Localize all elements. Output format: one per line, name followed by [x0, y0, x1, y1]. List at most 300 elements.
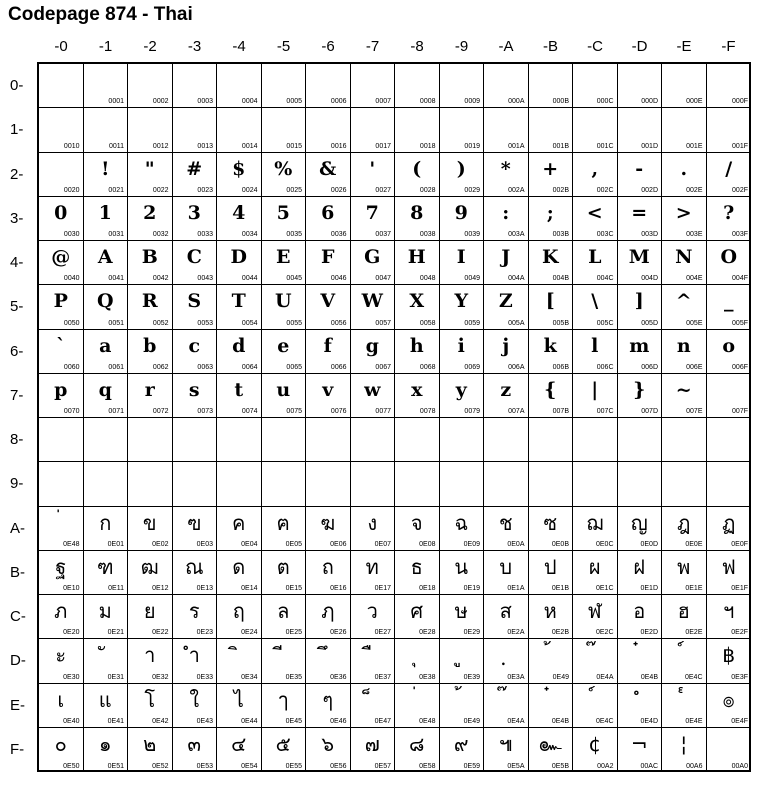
- char-glyph: ฬ: [587, 599, 602, 623]
- char-cell: [306, 462, 351, 506]
- row-header: B-: [10, 563, 25, 581]
- char-glyph: ฑ: [96, 554, 114, 579]
- unicode-code: 0E25: [285, 629, 302, 637]
- unicode-code: 0E15: [285, 585, 302, 592]
- unicode-code: 0E2B: [551, 629, 569, 637]
- char-cell: [84, 374, 129, 418]
- char-cell: [262, 551, 307, 595]
- char-glyph: ๐: [54, 731, 67, 756]
- char-glyph: P: [53, 290, 68, 313]
- unicode-code: 0077: [375, 408, 391, 415]
- unicode-code: 0E42: [152, 717, 169, 725]
- unicode-code: 0E43: [196, 717, 213, 725]
- char-cell: [573, 374, 618, 418]
- char-cell: [618, 330, 663, 374]
- unicode-code: 002B: [552, 186, 569, 194]
- unicode-code: 0011: [108, 142, 124, 150]
- char-cell: [707, 108, 752, 152]
- char-cell: [39, 64, 84, 108]
- unicode-code: 006E: [686, 363, 703, 371]
- char-cell: [84, 639, 129, 683]
- char-cell: [351, 197, 396, 241]
- column-header: -2: [143, 38, 157, 55]
- char-glyph: ฮ: [677, 599, 690, 623]
- char-cell: [573, 507, 618, 551]
- char-glyph: @: [51, 246, 71, 268]
- char-glyph: r: [144, 378, 155, 401]
- char-cell: [484, 507, 529, 551]
- unicode-code: 0E2C: [595, 629, 614, 637]
- char-cell: [395, 595, 440, 639]
- char-cell: [529, 507, 574, 551]
- unicode-code: 0E46: [330, 717, 347, 725]
- char-cell: [395, 639, 440, 683]
- char-cell: [618, 684, 663, 728]
- char-glyph: [351, 641, 395, 669]
- unicode-code: 0E16: [330, 585, 347, 592]
- char-cell: [173, 374, 218, 418]
- char-cell: [39, 418, 84, 462]
- unicode-code: 0E4E: [685, 717, 703, 725]
- unicode-code: 007B: [552, 408, 569, 415]
- char-glyph: `: [56, 334, 66, 357]
- unicode-code: 004C: [596, 275, 614, 283]
- unicode-code: 0037: [375, 231, 391, 238]
- unicode-code: 0026: [330, 186, 347, 194]
- char-cell: [484, 108, 529, 152]
- unicode-code: 005F: [732, 319, 748, 327]
- unicode-code: 002A: [508, 186, 525, 194]
- char-cell: [173, 285, 218, 329]
- char-glyph: ล: [277, 599, 290, 623]
- unicode-code: 006F: [732, 363, 748, 371]
- unicode-code: 00A6: [686, 763, 703, 770]
- unicode-code: 0E4F: [731, 717, 748, 725]
- unicode-code: 007F: [732, 408, 748, 415]
- char-glyph: O: [720, 246, 738, 268]
- char-glyph: J: [501, 246, 511, 268]
- char-cell: [618, 507, 663, 551]
- unicode-code: 0005: [286, 98, 302, 106]
- row-header: 5-: [10, 298, 24, 316]
- char-glyph: S: [187, 290, 202, 313]
- char-glyph: ง: [367, 510, 378, 535]
- char-cell: [128, 108, 173, 152]
- codepage-grid: [37, 62, 751, 772]
- char-glyph: Y: [454, 290, 469, 313]
- unicode-code: 0030: [63, 231, 80, 238]
- unicode-code: 0045: [286, 275, 302, 283]
- char-cell: [39, 639, 84, 683]
- char-cell: [128, 462, 173, 506]
- unicode-code: 0049: [464, 275, 480, 283]
- char-cell: [217, 418, 262, 462]
- char-cell: [529, 197, 574, 241]
- char-glyph: ๏: [722, 687, 735, 712]
- char-cell: [707, 197, 752, 241]
- char-glyph: f: [323, 334, 332, 357]
- char-cell: [306, 639, 351, 683]
- char-cell: [262, 108, 307, 152]
- unicode-code: 0E59: [463, 763, 480, 770]
- char-cell: [573, 197, 618, 241]
- char-cell: [351, 728, 396, 772]
- char-cell: [707, 64, 752, 108]
- char-cell: [484, 684, 529, 728]
- unicode-code: 0E12: [152, 585, 169, 592]
- unicode-code: 0E57: [374, 763, 391, 770]
- char-cell: [39, 374, 84, 418]
- char-glyph: H: [407, 246, 426, 268]
- unicode-code: 0016: [330, 142, 347, 150]
- char-glyph: [618, 641, 662, 669]
- char-glyph: [39, 509, 83, 537]
- row-header: 1-: [10, 121, 24, 139]
- unicode-code: 0047: [375, 275, 391, 283]
- char-cell: [84, 462, 129, 506]
- char-glyph: ฟ: [721, 554, 736, 579]
- char-cell: [662, 153, 707, 197]
- char-cell: [262, 153, 307, 197]
- char-cell: [217, 197, 262, 241]
- char-glyph: ฅ: [276, 510, 290, 535]
- char-cell: [84, 595, 129, 639]
- char-cell: [440, 374, 485, 418]
- char-cell: [306, 153, 351, 197]
- char-cell: [173, 728, 218, 772]
- char-glyph: ศ: [410, 599, 424, 623]
- unicode-code: 0E17: [374, 585, 391, 592]
- char-cell: [440, 728, 485, 772]
- char-glyph: o: [722, 334, 736, 357]
- char-cell: [395, 418, 440, 462]
- unicode-code: 0E08: [419, 540, 436, 548]
- char-cell: [618, 197, 663, 241]
- char-cell: [484, 728, 529, 772]
- unicode-code: 0E36: [330, 673, 347, 681]
- unicode-code: 0E3A: [507, 673, 525, 681]
- unicode-code: 0046: [330, 275, 347, 283]
- char-glyph: ๅ: [278, 687, 289, 712]
- char-glyph: X: [409, 290, 425, 313]
- unicode-code: 0E1C: [595, 585, 614, 592]
- char-cell: [662, 241, 707, 285]
- char-cell: [306, 728, 351, 772]
- unicode-code: 006C: [596, 363, 614, 371]
- char-glyph: ๛: [538, 731, 562, 756]
- char-cell: [128, 64, 173, 108]
- unicode-code: 0E0F: [731, 540, 748, 548]
- unicode-code: 0032: [152, 231, 169, 238]
- char-cell: [84, 241, 129, 285]
- char-glyph: แ: [98, 687, 112, 712]
- column-header: -B: [543, 38, 558, 55]
- char-glyph: c: [188, 334, 201, 357]
- char-cell: [440, 285, 485, 329]
- char-cell: [173, 241, 218, 285]
- char-glyph: ฏ: [722, 510, 736, 535]
- unicode-code: 0E3F: [731, 673, 748, 681]
- char-glyph: ฿: [722, 643, 736, 668]
- char-glyph: ๔: [231, 731, 247, 756]
- char-cell: [351, 639, 396, 683]
- char-glyph: n: [676, 334, 691, 357]
- char-cell: [84, 153, 129, 197]
- unicode-code: 0062: [152, 363, 169, 371]
- unicode-code: 0E2A: [507, 629, 525, 637]
- char-cell: [128, 285, 173, 329]
- unicode-code: 0054: [241, 319, 258, 327]
- unicode-code: 0050: [63, 319, 80, 327]
- unicode-code: 0E4C: [684, 673, 703, 681]
- unicode-code: 0013: [197, 142, 213, 150]
- char-glyph: ต: [276, 554, 290, 579]
- unicode-code: 0024: [241, 186, 258, 194]
- char-cell: [484, 551, 529, 595]
- char-cell: [573, 551, 618, 595]
- unicode-code: 0006: [330, 98, 347, 106]
- char-cell: [39, 551, 84, 595]
- unicode-code: 0E13: [196, 585, 213, 592]
- char-cell: [529, 551, 574, 595]
- row-header: 8-: [10, 431, 24, 448]
- unicode-code: 0067: [375, 363, 391, 371]
- char-glyph: ภ: [54, 599, 68, 623]
- unicode-code: 0E4B: [551, 717, 569, 725]
- char-cell: [39, 241, 84, 285]
- char-cell: [395, 153, 440, 197]
- unicode-code: 0E50: [63, 763, 80, 770]
- char-cell: [529, 595, 574, 639]
- char-cell: [618, 241, 663, 285]
- unicode-code: 0E03: [196, 540, 213, 548]
- char-glyph: t: [234, 378, 244, 401]
- char-cell: [484, 197, 529, 241]
- char-glyph: ถ: [321, 554, 334, 579]
- char-glyph: [217, 641, 261, 669]
- unicode-code: 0066: [330, 363, 347, 371]
- char-glyph: [84, 641, 128, 669]
- char-glyph: ะ: [55, 643, 67, 668]
- char-cell: [39, 728, 84, 772]
- unicode-code: 0E09: [463, 540, 480, 548]
- column-header: -3: [187, 38, 202, 55]
- char-glyph: [306, 641, 350, 669]
- unicode-code: 0E41: [107, 717, 124, 725]
- unicode-code: 0025: [286, 186, 302, 194]
- unicode-code: 004B: [552, 275, 569, 283]
- char-cell: [306, 64, 351, 108]
- char-cell: [217, 285, 262, 329]
- unicode-code: 0E47: [374, 717, 391, 725]
- char-cell: [662, 595, 707, 639]
- row-header: D-: [10, 652, 26, 670]
- unicode-code: 0055: [286, 319, 302, 327]
- char-glyph: d: [232, 334, 246, 357]
- char-glyph: [351, 686, 395, 714]
- char-glyph: m: [629, 334, 650, 357]
- char-glyph: Z: [498, 290, 513, 313]
- unicode-code: 0051: [108, 319, 124, 327]
- unicode-code: 0040: [63, 275, 80, 283]
- char-cell: [173, 153, 218, 197]
- unicode-code: 007A: [508, 408, 525, 415]
- char-cell: [217, 551, 262, 595]
- char-glyph: v: [322, 378, 334, 401]
- char-cell: [262, 507, 307, 551]
- unicode-code: 000C: [596, 98, 614, 106]
- unicode-code: 0E07: [374, 540, 391, 548]
- unicode-code: 005A: [508, 319, 525, 327]
- unicode-code: 0019: [464, 142, 480, 150]
- char-glyph: #: [186, 157, 203, 180]
- char-cell: [128, 595, 173, 639]
- char-glyph: w: [364, 378, 381, 401]
- char-glyph: \: [591, 290, 599, 313]
- char-glyph: T: [231, 290, 246, 313]
- char-glyph: [618, 686, 662, 714]
- char-glyph: ฝ: [633, 554, 646, 579]
- unicode-code: 0E11: [108, 585, 124, 592]
- unicode-code: 0033: [197, 231, 213, 238]
- unicode-code: 0041: [108, 275, 124, 283]
- unicode-code: 0E2F: [731, 629, 748, 637]
- char-cell: [618, 728, 663, 772]
- char-cell: [306, 241, 351, 285]
- char-glyph: ๘: [409, 731, 425, 756]
- unicode-code: 0E30: [63, 673, 80, 681]
- char-glyph: ๚: [498, 731, 513, 756]
- char-cell: [573, 285, 618, 329]
- char-cell: [573, 108, 618, 152]
- unicode-code: 0E27: [374, 629, 391, 637]
- char-glyph: ใ: [189, 687, 200, 712]
- char-cell: [618, 153, 663, 197]
- char-cell: [484, 374, 529, 418]
- column-header: -E: [676, 38, 692, 55]
- unicode-code: 0068: [419, 363, 436, 371]
- char-glyph: [529, 686, 573, 714]
- char-cell: [529, 374, 574, 418]
- unicode-code: 0E48: [419, 717, 436, 725]
- char-cell: [351, 64, 396, 108]
- char-glyph: [573, 686, 617, 714]
- char-cell: [173, 507, 218, 551]
- char-glyph: ¦: [680, 731, 688, 756]
- char-cell: [262, 64, 307, 108]
- unicode-code: 0E4D: [640, 717, 658, 725]
- char-cell: [662, 197, 707, 241]
- unicode-code: 007C: [596, 408, 614, 415]
- unicode-code: 0E44: [241, 717, 258, 725]
- row-header: 6-: [10, 342, 24, 360]
- unicode-code: 003B: [552, 231, 569, 238]
- char-glyph: ช: [498, 510, 513, 535]
- char-cell: [662, 639, 707, 683]
- char-cell: [395, 330, 440, 374]
- char-cell: [662, 551, 707, 595]
- char-glyph: ;: [546, 201, 554, 224]
- char-cell: [306, 684, 351, 728]
- char-cell: [573, 241, 618, 285]
- unicode-code: 002D: [641, 186, 658, 194]
- char-cell: [306, 507, 351, 551]
- char-glyph: ]: [634, 290, 644, 313]
- char-cell: [662, 507, 707, 551]
- char-cell: [217, 684, 262, 728]
- unicode-code: 006A: [508, 363, 525, 371]
- char-glyph: 4: [232, 201, 246, 224]
- unicode-code: 0029: [464, 186, 480, 194]
- unicode-code: 0E54: [241, 763, 258, 770]
- unicode-code: 0E5B: [551, 763, 569, 770]
- char-cell: [217, 330, 262, 374]
- unicode-code: 0E06: [330, 540, 347, 548]
- unicode-code: 0010: [63, 142, 80, 150]
- char-cell: [573, 153, 618, 197]
- char-glyph: ,: [591, 157, 599, 180]
- char-glyph: ผ: [588, 554, 601, 579]
- unicode-code: 0E4A: [596, 673, 614, 681]
- unicode-code: 0E21: [107, 629, 124, 637]
- char-cell: [217, 639, 262, 683]
- char-glyph: ส: [499, 599, 512, 623]
- unicode-code: 0E19: [463, 585, 480, 592]
- char-glyph: 6: [321, 201, 335, 224]
- unicode-code: 0018: [419, 142, 436, 150]
- char-cell: [262, 728, 307, 772]
- unicode-code: 0039: [464, 231, 480, 238]
- unicode-code: 0008: [419, 98, 436, 106]
- char-cell: [618, 639, 663, 683]
- char-glyph: Q: [96, 290, 114, 313]
- char-cell: [351, 374, 396, 418]
- char-cell: [395, 462, 440, 506]
- char-glyph: [529, 641, 573, 669]
- char-cell: [484, 639, 529, 683]
- char-glyph: G: [364, 246, 381, 268]
- unicode-code: 0075: [286, 408, 302, 415]
- char-cell: [440, 108, 485, 152]
- column-header: -F: [721, 38, 736, 55]
- unicode-code: 0E01: [107, 540, 124, 548]
- char-glyph: q: [98, 378, 112, 401]
- unicode-code: 0034: [241, 231, 258, 238]
- char-cell: [662, 684, 707, 728]
- char-cell: [440, 595, 485, 639]
- char-cell: [217, 108, 262, 152]
- char-cell: [529, 462, 574, 506]
- unicode-code: 0078: [419, 408, 436, 415]
- char-cell: [707, 728, 752, 772]
- char-glyph: z: [500, 378, 512, 401]
- column-header: -4: [232, 38, 246, 55]
- char-cell: [84, 418, 129, 462]
- char-cell: [173, 330, 218, 374]
- char-glyph: [662, 686, 706, 714]
- char-glyph: ฌ: [586, 510, 604, 535]
- char-cell: [128, 684, 173, 728]
- unicode-code: 00A0: [731, 763, 748, 770]
- char-glyph: ?: [723, 201, 735, 224]
- unicode-code: 0E40: [63, 717, 80, 725]
- char-cell: [306, 551, 351, 595]
- char-cell: [573, 418, 618, 462]
- unicode-code: 0E51: [107, 763, 124, 770]
- unicode-code: 000A: [508, 98, 525, 106]
- char-glyph: h: [409, 334, 424, 357]
- char-cell: [351, 507, 396, 551]
